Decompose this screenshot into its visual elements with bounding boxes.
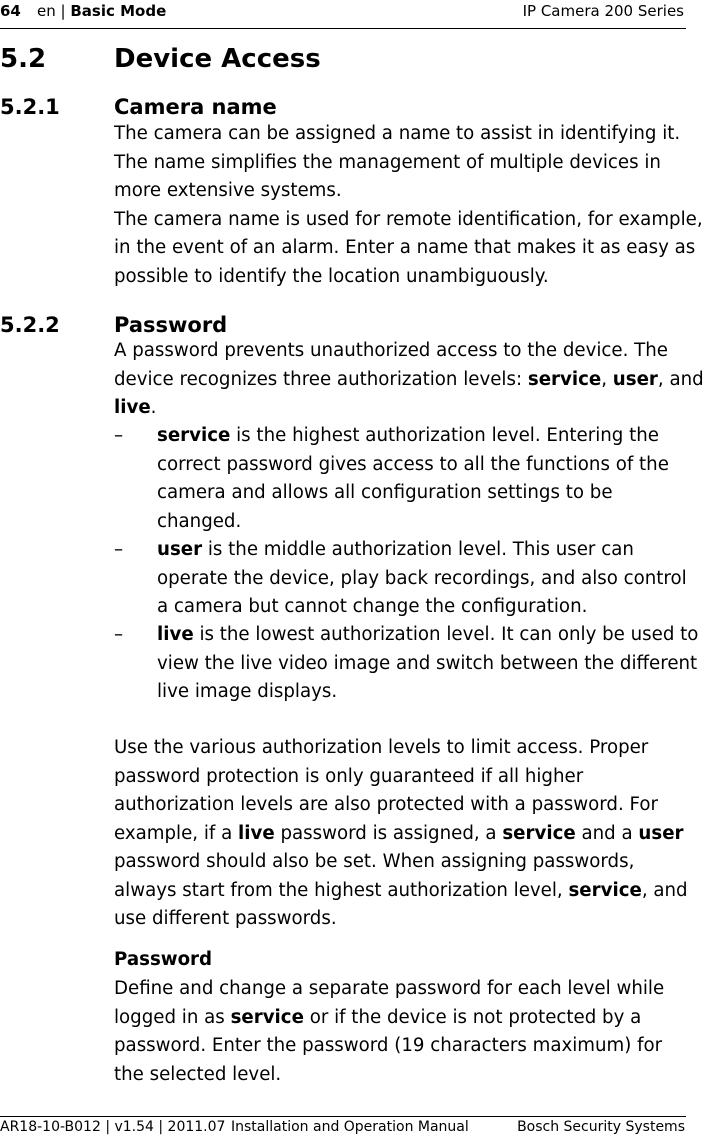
text-line: A password prevents unauthorized access to the device. The (114, 340, 668, 361)
text-line: Use the various authorization levels to limit access. Proper (114, 737, 649, 758)
text-line: password should also be set. When assigning passwords, (114, 851, 635, 872)
bullet-dash: – (114, 624, 124, 645)
section-number: 5.2 (0, 44, 47, 74)
section-title: Device Access (114, 44, 321, 74)
bullet-dash: – (114, 425, 124, 446)
text-line: example, if a live password is assigned, a service and a user (114, 822, 684, 844)
text-line: more extensive systems. (114, 180, 342, 201)
text-line: authorization levels are also protected with a password. For (114, 794, 658, 815)
text-line: live image displays. (157, 681, 338, 702)
bullet-dash: – (114, 539, 124, 560)
password-intro-paragraph (114, 337, 704, 423)
footer-company: Bosch Security Systems (517, 1119, 685, 1135)
text-line: view the live video image and switch between the different (157, 652, 698, 674)
text-line: live is the lowest authorization level. It can only be used to (157, 624, 699, 645)
text-line: a camera but cannot change the configuration. (157, 596, 588, 617)
text-line: live. (114, 397, 157, 418)
text-line: device recognizes three authorization levels: service, user, and (114, 368, 704, 390)
footer-doc-type: Installation and Operation Manual (231, 1119, 469, 1135)
bullet-item-user (157, 536, 686, 622)
text-line: always start from the highest authorization level, service, and (114, 879, 688, 901)
text-line: password protection is only guaranteed if all higher (114, 765, 584, 787)
text-line: operate the device, play back recordings, and also control (157, 567, 687, 589)
subsection-number: 5.2.1 (0, 95, 60, 119)
text-line: logged in as service or if the device is not protected by a (114, 1006, 642, 1028)
text-line: in the event of an alarm. Enter a name that makes it as easy as (114, 237, 696, 258)
password-subheading: Password (114, 949, 213, 970)
subsection-number: 5.2.2 (0, 313, 60, 337)
header-section (37, 2, 166, 20)
text-line: use different passwords. (114, 908, 337, 929)
text-line: The camera name is used for remote identification, for example, (114, 208, 703, 230)
subsection-title: Password (114, 313, 228, 337)
page-number: 64 (0, 2, 21, 20)
text-line: user is the middle authorization level. This user can (157, 539, 634, 560)
bullet-item-service (157, 422, 686, 536)
header-section-title: Basic Mode (70, 2, 167, 20)
text-line: the selected level. (114, 1063, 282, 1085)
text-line: changed. (157, 510, 242, 532)
text-line: possible to identify the location unambiguously. (114, 265, 549, 287)
header-separator: | (60, 2, 66, 20)
text-line: The name simplifies the management of multiple devices in (114, 151, 661, 173)
text-line: service is the highest authorization level. Entering the (157, 425, 659, 446)
define-paragraph (114, 975, 686, 1089)
text-line: camera and allows all configuration settings to be (157, 482, 613, 503)
footer-doc-id: AR18-10-B012 | v1.54 | 2011.07 (0, 1119, 226, 1135)
header-lang: en (37, 2, 56, 20)
camera-name-paragraph (114, 120, 703, 291)
subsection-title: Camera name (114, 95, 277, 119)
page-footer (0, 1116, 686, 1137)
header-product: IP Camera 200 Series (522, 2, 684, 20)
usage-paragraph (114, 734, 686, 934)
text-line: The camera can be assigned a name to assist in identifying it. (114, 123, 681, 144)
page-header (0, 0, 686, 29)
text-line: correct password gives access to all the functions of the (157, 453, 669, 475)
bullet-item-live (157, 621, 699, 707)
text-line: Define and change a separate password for each level while (114, 978, 665, 999)
text-line: password. Enter the password (19 characters maximum) for (114, 1035, 663, 1056)
